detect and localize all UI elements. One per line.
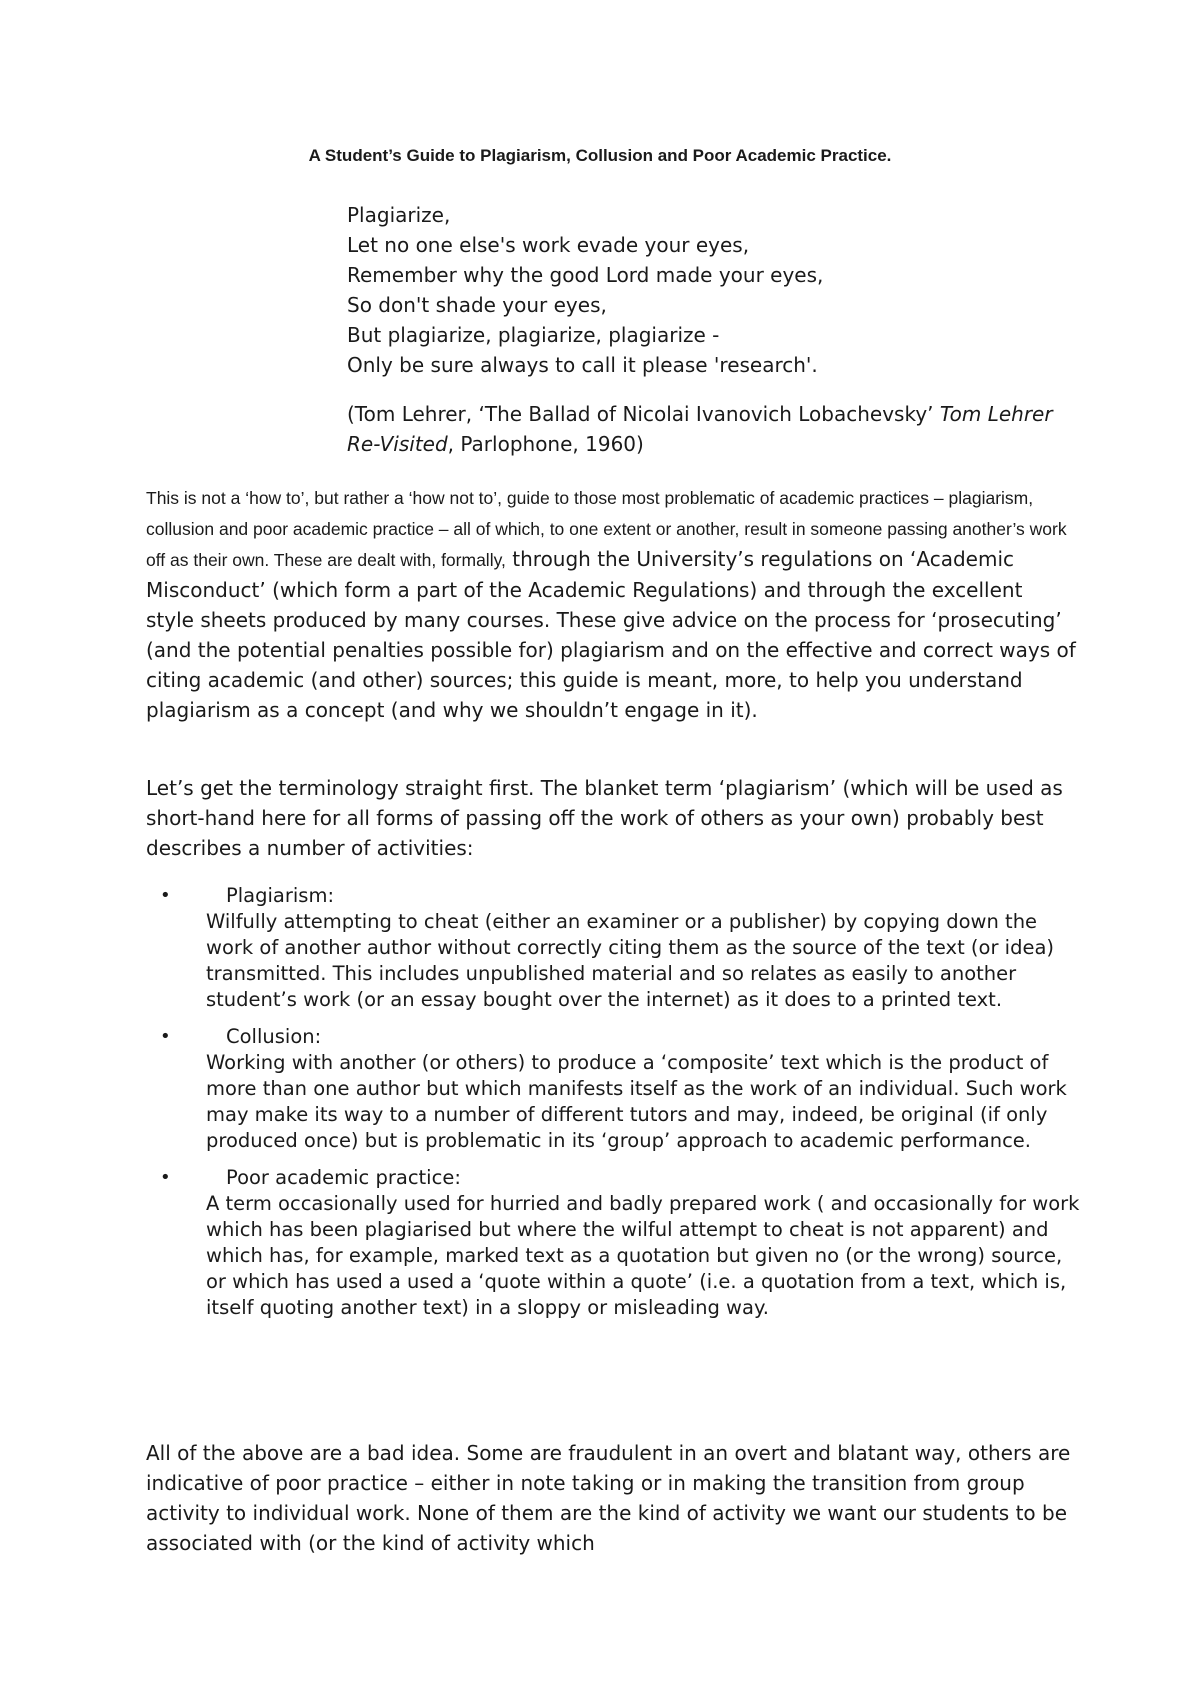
intro-paragraph	[146, 482, 1076, 725]
poem-line: Only be sure always to call it please 'research'.	[347, 353, 818, 377]
list-item-term: Plagiarism:	[226, 884, 335, 907]
list-item-description: A term occasionally used for hurried and badly prepared work ( and occasionally for work which has been plagiarised but where the wilful attempt to cheat is not apparent) and which has, for example, marked text as a quotation but given no (or the wrong) source, or which has used a used a ‘quote within a quote’ (i.e. a quotation from a text, which is, itself quoting another text) in a sloppy or misleading way.	[206, 1192, 1080, 1319]
citation-album-title: Tom Lehrer Re-Visited	[347, 402, 1053, 456]
poem-line: But plagiarize, plagiarize, plagiarize -	[347, 323, 720, 347]
list-item-term: Poor academic practice:	[226, 1166, 461, 1189]
intro-paragraph-rest: through the University’s regulations on ‘Academic Misconduct’ (which form a part of the Academic Regulations) and through the excellent style sheets produced by many courses. These give advice on the process for ‘prosecuting’ (and the potential penalties possible for) plagiarism and on the effective and correct ways of citing academic (and other) sources; this guide is meant, more, to help you understand plagiarism as a concept (and why we shouldn’t engage in it).	[146, 547, 1076, 722]
document-title: A Student’s Guide to Plagiarism, Collusion and Poor Academic Practice.	[308, 146, 892, 165]
terminology-list	[146, 883, 1086, 1332]
bullet-icon: •	[160, 1026, 171, 1047]
list-item	[146, 883, 1086, 1013]
poem-epigraph	[347, 200, 1087, 380]
citation-prefix: (Tom Lehrer, ‘The Ballad of Nicolai Ivanovich Lobachevsky’	[347, 402, 940, 426]
list-item	[146, 1024, 1086, 1154]
terminology-paragraph: Let’s get the terminology straight first. The blanket term ‘plagiarism’ (which will be used as short-hand here for all forms of passing off the work of others as your own) probably best describes a number of activities:	[146, 776, 1063, 860]
poem-line: Plagiarize,	[347, 203, 451, 227]
intro-paragraph-lead: This is not a ‘how to’, but rather a ‘how not to’, guide to those most problematic of academic practices – plagiarism, collusion and poor academic practice – all of which, to one extent or another, result in someone passing another’s work off as their own. These are dealt with, formally,	[146, 488, 1067, 570]
list-item-description: Wilfully attempting to cheat (either an examiner or a publisher) by copying down the work of another author without correctly citing them as the source of the text (or idea) transmitted. This includes unpublished material and so relates as easily to another student’s work (or an essay bought over the internet) as it does to a printed text.	[206, 910, 1055, 1011]
poem-line: Remember why the good Lord made your eyes,	[347, 263, 824, 287]
bullet-icon: •	[160, 1167, 171, 1188]
poem-citation	[347, 399, 1087, 459]
poem-line: Let no one else's work evade your eyes,	[347, 233, 750, 257]
poem-line: So don't shade your eyes,	[347, 293, 607, 317]
list-item-term: Collusion:	[226, 1025, 322, 1048]
conclusion-paragraph: All of the above are a bad idea. Some are fraudulent in an overt and blatant way, others are indicative of poor practice – either in note taking or in making the transition from group activity to individual work. None of them are the kind of activity we want our students to be associated with (or the kind of activity which	[146, 1441, 1071, 1555]
bullet-icon: •	[160, 885, 171, 906]
citation-suffix: , Parlophone, 1960)	[447, 432, 644, 456]
list-item	[146, 1165, 1086, 1321]
list-item-description: Working with another (or others) to produce a ‘composite’ text which is the product of more than one author but which manifests itself as the work of an individual. Such work may make its way to a number of different tutors and may, indeed, be original (if only produced once) but is problematic in its ‘group’ approach to academic performance.	[206, 1051, 1067, 1152]
